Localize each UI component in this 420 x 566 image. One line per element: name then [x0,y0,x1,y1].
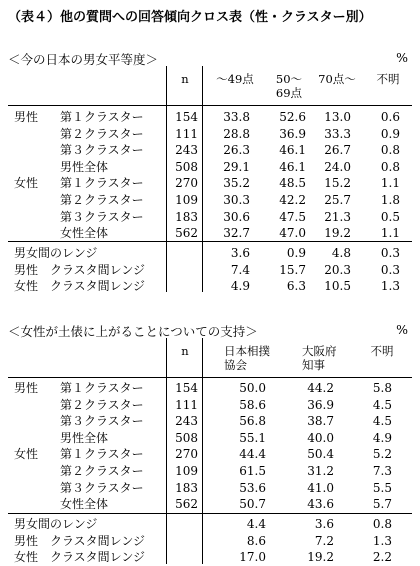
cell-d: 0.9 [380,126,400,141]
range-row [0,533,420,549]
cell-c: 4.8 [331,246,351,260]
table-row [0,446,420,462]
cell-n: 109 [175,193,198,207]
row-group: 男性 [14,110,39,124]
cell-d: 0.8 [380,143,400,158]
table-title: （表４）他の質問への回答傾向クロス表（性・クラスター別） [8,10,372,25]
table-row [0,480,420,496]
cell-a: 30.3 [223,193,250,207]
range-label: 男女間のレンジ [14,517,98,531]
cell-d: 1.3 [372,533,392,548]
table-row [0,430,420,446]
range-label: 女性 クラスタ間レンジ [14,550,146,565]
cell-a: 53.6 [239,480,266,495]
range-row [0,516,420,532]
cell-b: 43.6 [307,497,334,512]
cell-a: 17.0 [239,550,266,565]
row-label: 第１クラスター [60,381,144,395]
cell-c: 13.0 [324,110,351,124]
cell-a: 58.6 [239,397,266,412]
s2-body-rule [8,513,412,514]
cell-c: 26.7 [324,143,351,158]
cell-b: 3.6 [314,517,334,531]
cell-d: 5.2 [372,447,392,462]
cell-d: 7.3 [372,464,392,478]
cell-a: 26.3 [223,143,250,158]
table-row [0,175,420,191]
table-row [0,496,420,512]
cell-n: 270 [175,176,198,191]
range-label: 男女間のレンジ [14,246,98,260]
cell-a: 4.9 [230,279,250,294]
range-label: 女性 クラスタ間レンジ [14,279,146,294]
cell-d: 0.6 [380,110,400,124]
cell-a: 30.6 [223,209,250,224]
cell-b: 46.1 [279,143,306,158]
s2-col-d: 不明 [370,344,394,358]
cell-a: 7.4 [230,262,250,277]
cell-n: 562 [175,226,198,241]
cell-c: 24.0 [324,159,351,174]
row-label: 男性全体 [60,430,109,445]
s1-col-d: 不明 [376,72,400,86]
cell-n: 243 [175,414,198,429]
row-label: 女性全体 [60,226,109,241]
table-row [0,109,420,125]
row-label: 第３クラスター [60,480,144,495]
cell-c: 25.7 [324,193,351,207]
section2-heading: ＜女性が土俵に上がることについての支持＞ [8,324,258,339]
cell-n: 111 [175,397,198,412]
cell-b: 40.0 [307,430,334,445]
cell-b: 19.2 [307,550,334,565]
cell-d: 1.1 [380,226,400,241]
cell-b: 44.2 [307,381,334,395]
cell-n: 183 [175,480,198,495]
cell-n: 109 [175,464,198,478]
s2-col-n: n [181,344,189,358]
cell-a: 28.8 [223,126,250,141]
cell-b: 36.9 [307,397,334,412]
section1-heading: ＜今の日本の男女平等度＞ [8,52,159,67]
cell-b: 52.6 [279,110,306,124]
cell-b: 42.2 [279,193,306,207]
cell-d: 0.3 [380,262,400,277]
cell-d: 1.3 [380,279,400,294]
cell-a: 29.1 [223,159,250,174]
table-row [0,142,420,158]
row-label: 第２クラスター [60,464,144,478]
cell-n: 270 [175,447,198,462]
s2-col-b: 大阪府 知事 [302,344,337,372]
cell-b: 31.2 [307,464,334,478]
table-row [0,192,420,208]
cell-d: 2.2 [372,550,392,565]
cell-d: 4.5 [372,397,392,412]
cell-d: 0.8 [372,517,392,531]
cell-b: 46.1 [279,159,306,174]
cell-b: 6.3 [286,279,306,294]
cell-a: 4.4 [246,517,266,531]
s1-header-rule [8,105,412,106]
row-label: 第３クラスター [60,143,144,158]
row-label: 第２クラスター [60,126,144,141]
cell-d: 4.9 [372,430,392,445]
cell-b: 47.5 [279,209,306,224]
cell-b: 38.7 [307,414,334,429]
cell-c: 21.3 [324,209,351,224]
cell-n: 562 [175,497,198,512]
row-label: 第２クラスター [60,193,144,207]
cell-d: 5.5 [372,480,392,495]
cell-b: 36.9 [279,126,306,141]
row-label: 男性全体 [60,159,109,174]
table-row [0,413,420,429]
row-label: 第１クラスター [60,176,144,191]
range-row [0,262,420,278]
cell-a: 3.6 [230,246,250,260]
cell-b: 47.0 [279,226,306,241]
cell-b: 7.2 [314,533,334,548]
cell-n: 243 [175,143,198,158]
cell-c: 10.5 [324,279,351,294]
section2-unit: % [396,322,408,337]
range-row [0,549,420,565]
table-row [0,397,420,413]
table-row [0,159,420,175]
row-group: 男性 [14,381,39,395]
s1-col-c: 70点～ [318,72,356,86]
cell-b: 48.5 [279,176,306,191]
cell-c: 33.3 [324,126,351,141]
cell-a: 35.2 [223,176,250,191]
cell-b: 15.7 [279,262,306,277]
cell-a: 44.4 [239,447,266,462]
cell-a: 8.6 [246,533,266,548]
row-label: 第２クラスター [60,397,144,412]
cell-d: 5.7 [372,497,392,512]
table-row [0,209,420,225]
cell-c: 15.2 [324,176,351,191]
range-label: 男性 クラスタ間レンジ [14,262,146,277]
cell-c: 20.3 [324,262,351,277]
cell-b: 0.9 [286,246,306,260]
cell-a: 33.8 [223,110,250,124]
s1-col-n: n [181,72,189,86]
s1-col-b: 50～ 69点 [275,72,303,100]
cell-a: 61.5 [239,464,266,478]
table-row [0,380,420,396]
s2-header-rule [8,377,412,378]
row-group: 女性 [14,176,39,191]
cell-d: 1.1 [380,176,400,191]
table-row [0,463,420,479]
cell-d: 0.3 [380,246,400,260]
row-label: 第１クラスター [60,110,144,124]
cell-b: 50.4 [307,447,334,462]
cell-n: 154 [175,381,198,395]
cell-a: 50.7 [239,497,266,512]
cell-d: 0.5 [380,209,400,224]
cell-d: 5.8 [372,381,392,395]
row-group: 女性 [14,447,39,462]
range-label: 男性 クラスタ間レンジ [14,533,146,548]
cell-n: 154 [175,110,198,124]
cell-b: 41.0 [307,480,334,495]
row-label: 第１クラスター [60,447,144,462]
table-row [0,126,420,142]
s2-col-a: 日本相撲 協会 [224,344,270,372]
cell-d: 1.8 [380,193,400,207]
cell-a: 32.7 [223,226,250,241]
row-label: 第３クラスター [60,414,144,429]
cell-n: 183 [175,209,198,224]
cell-n: 111 [175,126,198,141]
cell-a: 56.8 [239,414,266,429]
cell-c: 19.2 [324,226,351,241]
table-row [0,225,420,241]
section1-unit: % [396,50,408,65]
row-label: 第３クラスター [60,209,144,224]
cell-a: 55.1 [239,430,266,445]
s1-col-a: ～49点 [216,72,254,86]
cell-a: 50.0 [239,381,266,395]
cell-n: 508 [175,159,198,174]
range-row [0,245,420,261]
range-row [0,278,420,294]
cell-n: 508 [175,430,198,445]
cell-d: 0.8 [380,159,400,174]
row-label: 女性全体 [60,497,109,512]
cell-d: 4.5 [372,414,392,429]
